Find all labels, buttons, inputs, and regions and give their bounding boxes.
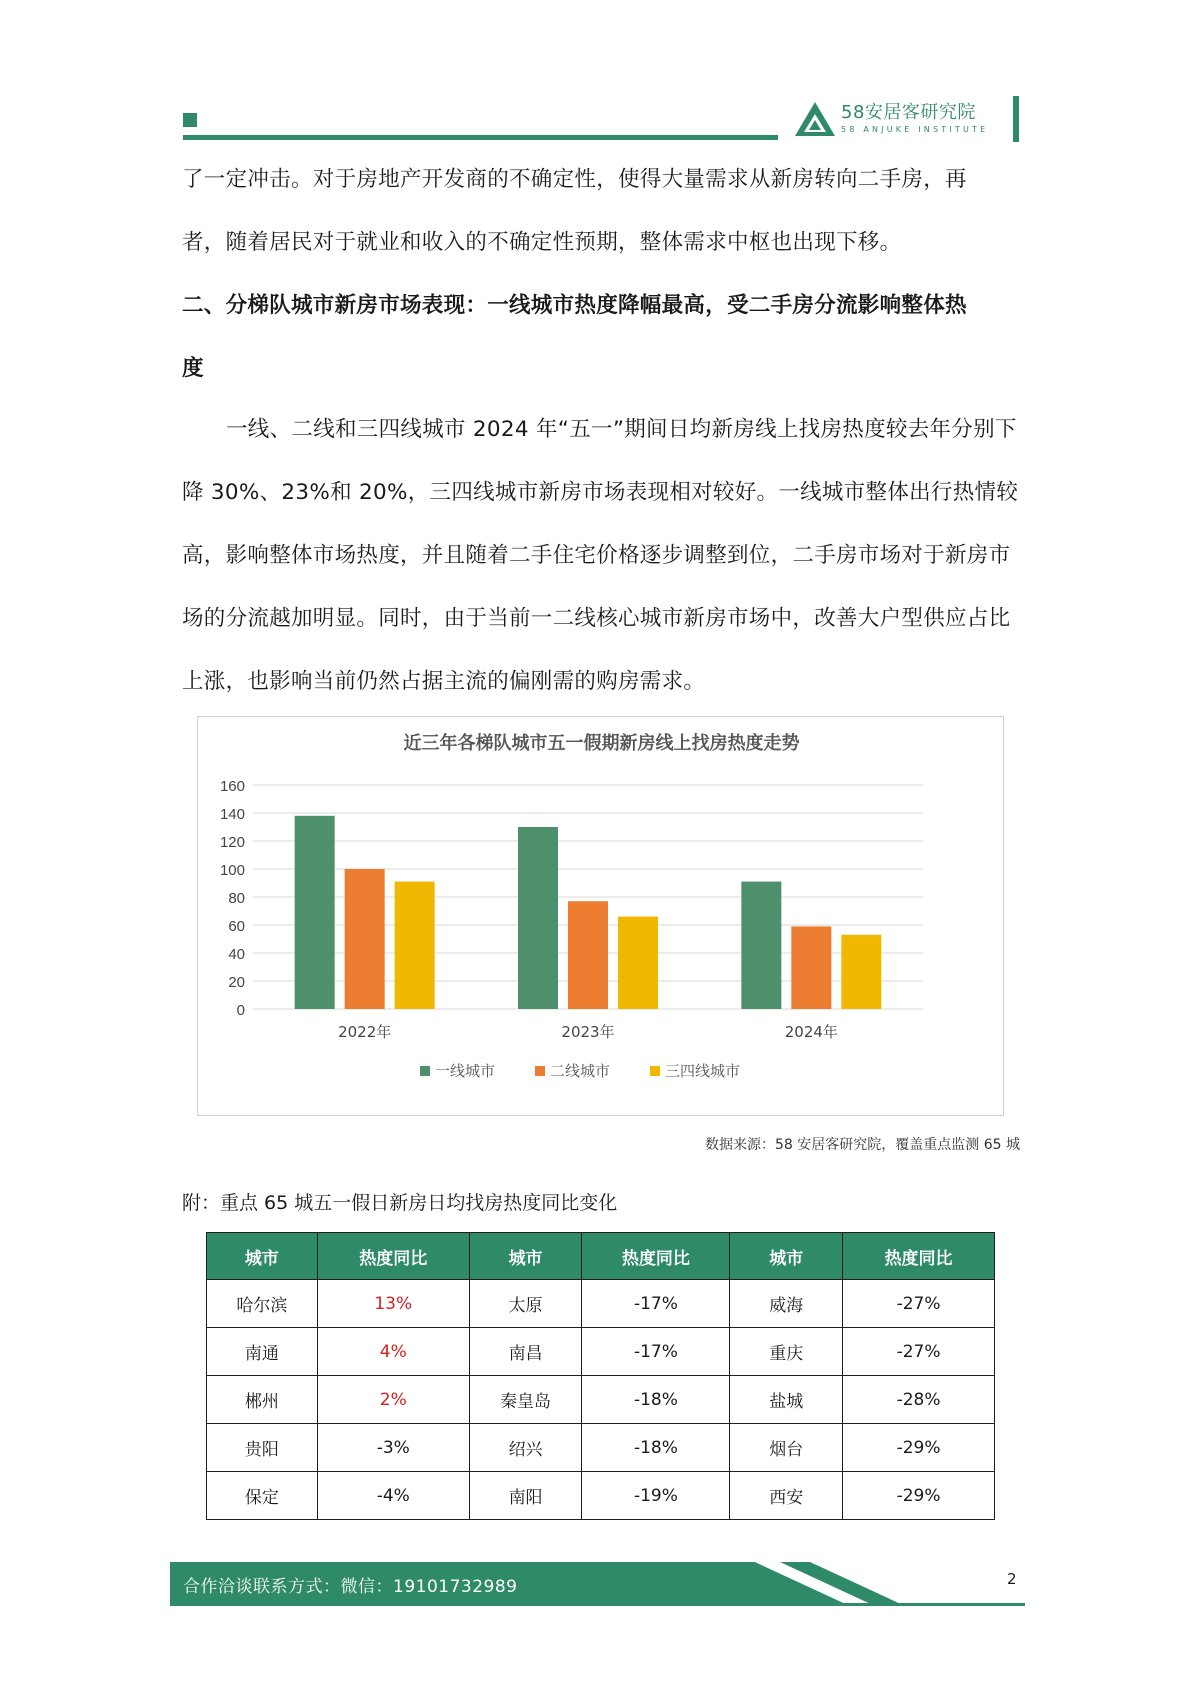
logo-mark-icon [793,100,837,138]
table-cell-city: 重庆 [730,1328,843,1376]
table-cell-city: 太原 [469,1280,582,1328]
y-tick-label: 40 [228,946,245,963]
y-tick-label: 60 [228,918,245,935]
y-tick-label: 100 [219,862,245,879]
x-tick-label: 2022年 [338,1023,392,1041]
logo-name: 58安居客研究院 [841,102,976,123]
chart-plot-area [220,778,923,1080]
table-cell-change: -18% [582,1424,730,1472]
legend-item [650,1062,740,1080]
table-header-city: 城市 [207,1233,318,1280]
footer-contact: 合作洽谈联系方式：微信：19101732989 [183,1577,518,1597]
table-cell-city: 烟台 [730,1424,843,1472]
table-cell-change: 2% [317,1376,469,1424]
paragraph-2: 一线、二线和三四线城市 2024 年“五一”期间日均新房线上找房热度较去年分别下降 30%、23%和 20%，三四线城市新房市场表现相对较好。一线城市整体出行热情较高，影响整体市场热度，并且随着二手住宅价格逐步调整到位，二手房市场对于新房市场的分流越加明显。同时，由于当前一二线核心城市新房市场中，改善大户型供应占比上涨，也影响当前仍然占据主流的偏刚需的购房需求。 [182,417,1019,694]
chart-plot [198,717,1005,1117]
legend-swatch [420,1066,430,1076]
legend-label: 二线城市 [550,1062,611,1080]
table-cell-city: 盐城 [730,1376,843,1424]
legend-swatch [650,1066,660,1076]
table-row [207,1472,995,1520]
bar [345,869,385,1009]
table-cell-change: 13% [317,1280,469,1328]
bar [295,816,335,1009]
table-header-row [207,1233,995,1280]
table-row [207,1328,995,1376]
table-cell-change: -18% [582,1376,730,1424]
table-cell-change: -27% [843,1328,995,1376]
table-cell-change: -29% [843,1472,995,1520]
y-tick-label: 160 [219,778,245,795]
data-source-note: 数据来源：58 安居客研究院，覆盖重点监测 65 城 [705,1137,1020,1153]
legend-item [535,1062,610,1080]
header-rule [183,135,778,140]
section-heading-line-1: 二、分梯队城市新房市场表现：一线城市热度降幅最高，受二手房分流影响整体热 [182,293,967,318]
page-number: 2 [1007,1570,1017,1588]
bar [618,917,658,1009]
table-row [207,1424,995,1472]
y-tick-label: 20 [228,974,245,991]
appendix-title: 附：重点 65 城五一假日新房日均找房热度同比变化 [182,1192,618,1214]
paragraph-1 [182,148,1020,274]
table-cell-city: 南阳 [469,1472,582,1520]
table-cell-change: -17% [582,1280,730,1328]
table-cell-city: 南昌 [469,1328,582,1376]
legend-item [420,1062,495,1080]
logo [793,100,988,138]
table-cell-city: 秦皇岛 [469,1376,582,1424]
y-tick-label: 120 [219,834,245,851]
table-cell-city: 哈尔滨 [207,1280,318,1328]
table-row [207,1280,995,1328]
bar [791,926,831,1009]
table-header-change: 热度同比 [317,1233,469,1280]
x-tick-label: 2023年 [561,1023,615,1041]
y-tick-label: 80 [228,890,245,907]
chart-title: 近三年各梯队城市五一假期新房线上找房热度走势 [403,733,800,754]
table-cell-city: 南通 [207,1328,318,1376]
table-cell-city: 威海 [730,1280,843,1328]
table-cell-change: -29% [843,1424,995,1472]
bar [518,827,558,1009]
bar [395,882,435,1009]
y-tick-label: 140 [219,806,245,823]
paragraph-1-line-1: 了一定冲击。对于房地产开发商的不确定性，使得大量需求从新房转向二手房，再 [182,167,967,192]
section-heading-line-2: 度 [182,356,204,381]
legend-label: 三四线城市 [665,1062,741,1080]
table-cell-change: -19% [582,1472,730,1520]
legend-label: 一线城市 [435,1062,496,1080]
table-cell-change: -28% [843,1376,995,1424]
logo-subtitle: 58 ANJUKE INSTITUTE [841,125,989,134]
legend-swatch [535,1066,545,1076]
bar-chart [197,716,1004,1116]
header-square-icon [183,113,197,127]
table-header-city: 城市 [730,1233,843,1280]
bar [568,901,608,1009]
table-header-change: 热度同比 [843,1233,995,1280]
table-cell-city: 西安 [730,1472,843,1520]
table-cell-city: 保定 [207,1472,318,1520]
city-heat-table [206,1232,995,1520]
table-cell-change: -17% [582,1328,730,1376]
logo-bar [1013,96,1019,142]
table-cell-change: -27% [843,1280,995,1328]
table-row [207,1376,995,1424]
table-cell-change: -4% [317,1472,469,1520]
table-cell-city: 贵阳 [207,1424,318,1472]
table-cell-change: 4% [317,1328,469,1376]
table-cell-city: 绍兴 [469,1424,582,1472]
bar [741,882,781,1009]
y-tick-label: 0 [236,1002,245,1019]
table-cell-change: -3% [317,1424,469,1472]
table-cell-city: 郴州 [207,1376,318,1424]
bar [841,935,881,1009]
table-header-city: 城市 [469,1233,582,1280]
section-heading [182,274,1020,400]
x-tick-label: 2024年 [784,1023,838,1041]
paragraph-1-line-2: 者，随着居民对于就业和收入的不确定性预期，整体需求中枢也出现下移。 [182,230,902,255]
table-header-change: 热度同比 [582,1233,730,1280]
